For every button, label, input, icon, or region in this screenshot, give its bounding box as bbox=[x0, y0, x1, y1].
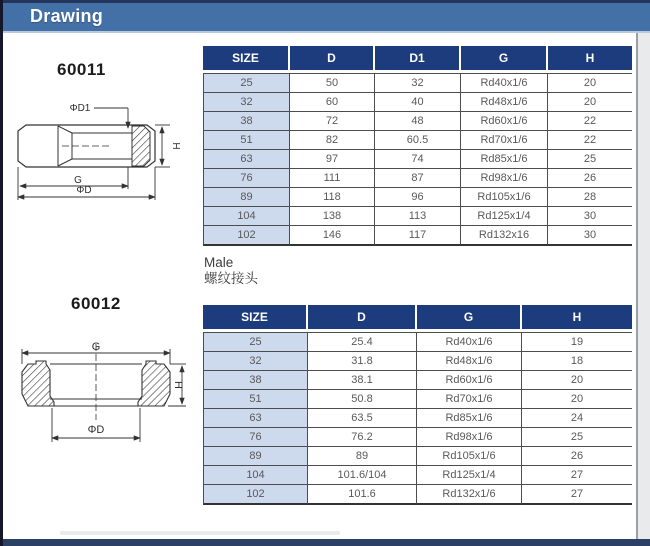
table-row bbox=[203, 169, 632, 188]
table-header-cell: D1 bbox=[375, 46, 461, 73]
table-row bbox=[203, 112, 632, 131]
table-cell: 26 bbox=[522, 447, 632, 466]
table-cell: 32 bbox=[203, 352, 308, 371]
table-row bbox=[203, 447, 632, 466]
table-cell: 102 bbox=[203, 485, 308, 505]
section2-title-zh: 螺纹接头 bbox=[204, 271, 258, 286]
table-cell: Rd40x1/6 bbox=[461, 73, 548, 93]
table-cell: 20 bbox=[548, 93, 632, 112]
section2-title bbox=[204, 255, 258, 287]
table-cell: Rd125x1/4 bbox=[417, 466, 522, 485]
table-cell: 118 bbox=[290, 188, 375, 207]
table-cell: Rd85x1/6 bbox=[417, 409, 522, 428]
table-row bbox=[203, 226, 632, 246]
page-bottom-bar bbox=[0, 539, 650, 546]
table-cell: 117 bbox=[375, 226, 461, 246]
table-cell: 32 bbox=[203, 93, 290, 112]
figure1-dim-g-label: G bbox=[74, 175, 82, 186]
table-header-cell: H bbox=[522, 305, 632, 332]
table-cell: 89 bbox=[203, 447, 308, 466]
table-cell: 25 bbox=[203, 73, 290, 93]
figure1-dim-d-label: ΦD bbox=[76, 185, 92, 196]
table-row bbox=[203, 150, 632, 169]
figure1-technical-drawing bbox=[12, 98, 192, 218]
page-left-edge bbox=[0, 0, 3, 546]
table-cell: Rd132x16 bbox=[461, 226, 548, 246]
table-cell: 138 bbox=[290, 207, 375, 226]
page-right-edge bbox=[638, 33, 650, 546]
table-cell: 113 bbox=[375, 207, 461, 226]
table-cell: 104 bbox=[203, 466, 308, 485]
table-cell: Rd60x1/6 bbox=[417, 371, 522, 390]
table-cell: 25 bbox=[548, 150, 632, 169]
table-cell: 89 bbox=[308, 447, 417, 466]
table-cell: 38 bbox=[203, 371, 308, 390]
table-header-cell: G bbox=[461, 46, 548, 73]
table-cell: 20 bbox=[548, 73, 632, 93]
table-cell: 32 bbox=[375, 73, 461, 93]
table-cell: Rd48x1/6 bbox=[417, 352, 522, 371]
table-cell: 38 bbox=[203, 112, 290, 131]
table-cell: 22 bbox=[548, 112, 632, 131]
page-title: Drawing bbox=[30, 6, 104, 26]
table-cell: Rd105x1/6 bbox=[417, 447, 522, 466]
table-header-cell: G bbox=[417, 305, 522, 332]
table-row bbox=[203, 207, 632, 226]
table-cell: 38.1 bbox=[308, 371, 417, 390]
table-cell: 111 bbox=[290, 169, 375, 188]
table-cell: 76.2 bbox=[308, 428, 417, 447]
table-header-cell: SIZE bbox=[203, 46, 290, 73]
table-cell: 72 bbox=[290, 112, 375, 131]
table-header-cell: D bbox=[308, 305, 417, 332]
table-cell: 18 bbox=[522, 352, 632, 371]
table-cell: 27 bbox=[522, 466, 632, 485]
table-cell: 50.8 bbox=[308, 390, 417, 409]
table-row bbox=[203, 466, 632, 485]
table-cell: Rd132x1/6 bbox=[417, 485, 522, 505]
table-cell: Rd60x1/6 bbox=[461, 112, 548, 131]
figure2-dim-h-label: H bbox=[172, 381, 184, 389]
table-cell: 102 bbox=[203, 226, 290, 246]
page-header-bar bbox=[0, 0, 650, 33]
table-cell: 19 bbox=[522, 332, 632, 352]
table-cell: 30 bbox=[548, 226, 632, 246]
table-header-cell: D bbox=[290, 46, 375, 73]
table-cell: 87 bbox=[375, 169, 461, 188]
table-cell: 60.5 bbox=[375, 131, 461, 150]
table-cell: 26 bbox=[548, 169, 632, 188]
table-row bbox=[203, 390, 632, 409]
table-row bbox=[203, 409, 632, 428]
table-cell: 25.4 bbox=[308, 332, 417, 352]
table-60012 bbox=[203, 305, 632, 505]
table-cell: 25 bbox=[203, 332, 308, 352]
table-cell: Rd70x1/6 bbox=[417, 390, 522, 409]
table-cell: 20 bbox=[522, 390, 632, 409]
table-row bbox=[203, 93, 632, 112]
table-cell: 82 bbox=[290, 131, 375, 150]
table-cell: Rd125x1/4 bbox=[461, 207, 548, 226]
page-right-border bbox=[636, 33, 638, 546]
table-row bbox=[203, 352, 632, 371]
table-cell: 20 bbox=[522, 371, 632, 390]
table-cell: Rd48x1/6 bbox=[461, 93, 548, 112]
table-cell: Rd98x1/6 bbox=[461, 169, 548, 188]
table-row bbox=[203, 428, 632, 447]
table-cell: 60 bbox=[290, 93, 375, 112]
table-cell: 31.8 bbox=[308, 352, 417, 371]
figure1-dim-d1-label: ΦD1 bbox=[69, 103, 91, 114]
table-cell: 104 bbox=[203, 207, 290, 226]
table-cell: 51 bbox=[203, 390, 308, 409]
table-cell: 101.6/104 bbox=[308, 466, 417, 485]
table-header-row bbox=[203, 305, 632, 332]
table-cell: Rd70x1/6 bbox=[461, 131, 548, 150]
table-cell: 96 bbox=[375, 188, 461, 207]
table-header-cell: SIZE bbox=[203, 305, 308, 332]
table-cell: 63.5 bbox=[308, 409, 417, 428]
table-row bbox=[203, 332, 632, 352]
table-cell: 50 bbox=[290, 73, 375, 93]
table-60011 bbox=[203, 46, 632, 246]
table-cell: Rd98x1/6 bbox=[417, 428, 522, 447]
table-cell: 89 bbox=[203, 188, 290, 207]
table-cell: 22 bbox=[548, 131, 632, 150]
section2-title-en: Male bbox=[204, 255, 234, 270]
table-cell: 28 bbox=[548, 188, 632, 207]
figure1-code-label: 60011 bbox=[57, 60, 106, 79]
table-cell: 40 bbox=[375, 93, 461, 112]
table-row bbox=[203, 371, 632, 390]
figure2-code-label: 60012 bbox=[71, 294, 121, 313]
table-header-row bbox=[203, 46, 632, 73]
table-cell: 76 bbox=[203, 169, 290, 188]
table-cell: 97 bbox=[290, 150, 375, 169]
table-row bbox=[203, 131, 632, 150]
figure1-dim-h-label: H bbox=[170, 142, 181, 150]
table-cell: 76 bbox=[203, 428, 308, 447]
table-cell: 48 bbox=[375, 112, 461, 131]
figure2-dim-d-label: ΦD bbox=[87, 424, 105, 436]
table-cell: 146 bbox=[290, 226, 375, 246]
table-row bbox=[203, 188, 632, 207]
table-cell: Rd85x1/6 bbox=[461, 150, 548, 169]
table-cell: 30 bbox=[548, 207, 632, 226]
table-cell: 63 bbox=[203, 150, 290, 169]
table-cell: Rd40x1/6 bbox=[417, 332, 522, 352]
figure2-dim-g-label: G bbox=[91, 341, 101, 353]
table-header-cell: H bbox=[548, 46, 632, 73]
table-cell: 101.6 bbox=[308, 485, 417, 505]
scan-artifact bbox=[60, 531, 340, 535]
table-row bbox=[203, 73, 632, 93]
table-cell: 25 bbox=[522, 428, 632, 447]
table-cell: Rd105x1/6 bbox=[461, 188, 548, 207]
table-cell: 74 bbox=[375, 150, 461, 169]
table-cell: 24 bbox=[522, 409, 632, 428]
table-cell: 63 bbox=[203, 409, 308, 428]
table-cell: 27 bbox=[522, 485, 632, 505]
table-cell: 51 bbox=[203, 131, 290, 150]
figure2-technical-drawing bbox=[8, 326, 198, 486]
table-row bbox=[203, 485, 632, 505]
